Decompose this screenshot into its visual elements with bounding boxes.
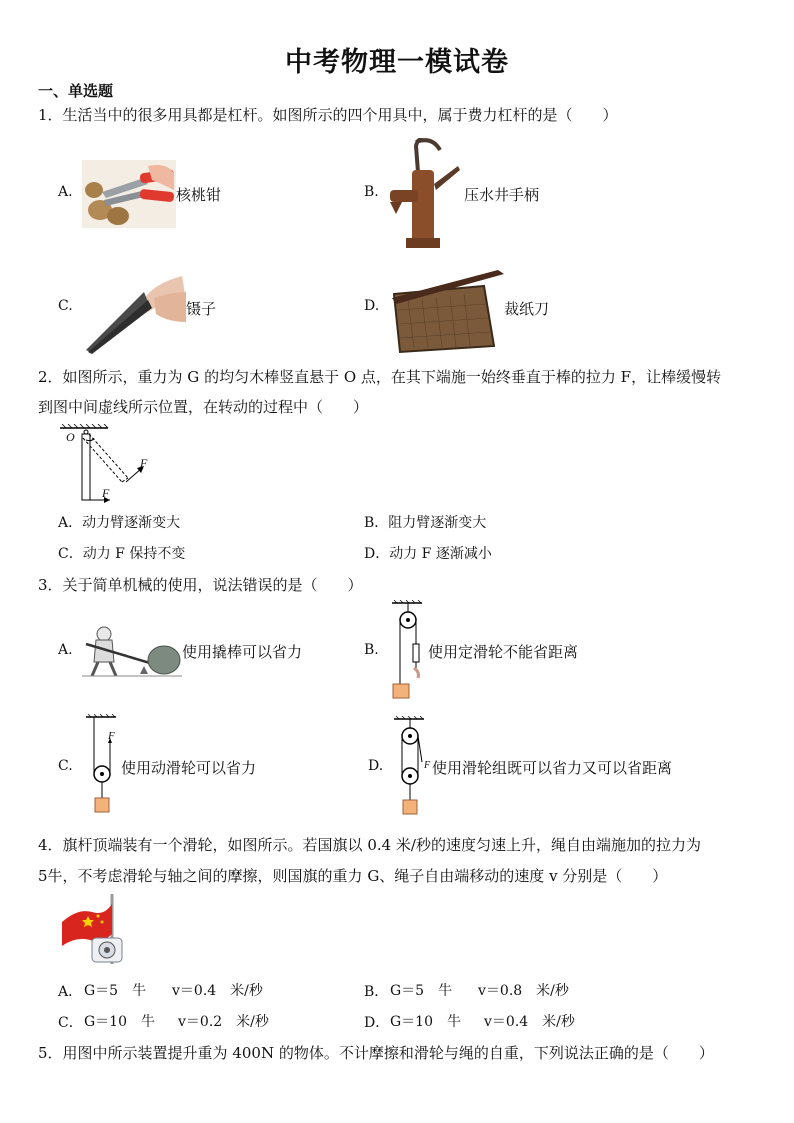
section-heading: 一、单选题 [38, 82, 114, 100]
tweezers-image [82, 262, 186, 354]
q2-option-a[interactable]: A．动力臂逐渐变大 [58, 515, 181, 531]
q2-fig-label-o: O [66, 430, 75, 444]
question-3-stem: 3．关于简单机械的使用，说法错误的是（ ） [38, 576, 363, 594]
page-title: 中考物理一模试卷 [285, 47, 509, 78]
q4-option-c-speed: v＝0.2 米/秒 [178, 1014, 269, 1030]
q1-option-c-letter[interactable]: C. [58, 298, 73, 314]
q4-option-d-weight: G＝10 牛 [390, 1014, 461, 1030]
q4-option-d-letter[interactable]: D． [364, 1015, 390, 1031]
q3-option-c-letter[interactable]: C. [58, 758, 73, 774]
q1-option-b-letter[interactable]: B. [364, 184, 379, 200]
q2-fig-label-f-slanted: F [140, 456, 148, 470]
q3-option-b-text: 使用定滑轮不能省距离 [428, 643, 579, 661]
question-2-stem-line2: 到图中间虚线所示位置，在转动的过程中（ ） [38, 398, 369, 416]
question-4-stem-line1: 4．旗杆顶端装有一个滑轮，如图所示。若国旗以 0.4 米/秒的速度匀速上升，绳自由端施加的拉力为 [38, 836, 701, 854]
q4-option-d-speed: v＝0.4 米/秒 [484, 1014, 575, 1030]
q4-option-b-letter[interactable]: B． [364, 984, 389, 1000]
q1-option-d-text: 裁纸刀 [504, 300, 550, 318]
paper-cutter-image [388, 264, 506, 354]
question-5-stem: 5．用图中所示装置提升重为 400N 的物体。不计摩擦和滑轮与绳的自重，下列说法正确的是（ ） [38, 1044, 714, 1062]
q4-option-c-weight: G＝10 牛 [84, 1014, 155, 1030]
q2-option-d[interactable]: D．动力 F 逐渐减小 [364, 546, 492, 562]
q1-option-a-text: 核桃钳 [176, 186, 222, 204]
water-pump-image [388, 138, 462, 250]
q3-option-d-letter[interactable]: D. [368, 758, 384, 774]
walnut-cracker-image [82, 160, 176, 228]
q3-option-b-letter[interactable]: B. [364, 642, 379, 658]
flagpole-pulley-image [58, 894, 126, 964]
q1-option-d-letter[interactable]: D. [364, 298, 380, 314]
q1-option-b-text: 压水井手柄 [464, 186, 540, 204]
q4-option-a-speed: v＝0.4 米/秒 [172, 983, 263, 999]
fixed-pulley-diagram [390, 600, 426, 704]
q4-option-a-weight: G＝5 牛 [84, 983, 147, 999]
q3-option-c-text: 使用动滑轮可以省力 [121, 759, 257, 777]
q1-option-a-letter[interactable]: A. [58, 184, 73, 200]
q4-option-c-letter[interactable]: C． [58, 1015, 83, 1031]
q2-option-c[interactable]: C．动力 F 保持不变 [58, 546, 186, 562]
q3-fig-d-label-f: F [424, 760, 431, 771]
q3-option-a-letter[interactable]: A. [58, 642, 73, 658]
q4-option-b-weight: G＝5 牛 [390, 983, 453, 999]
q2-fig-label-f-horizontal: F [102, 486, 110, 500]
q1-option-c-text: 镊子 [186, 300, 217, 318]
question-1-stem: 1．生活当中的很多用具都是杠杆。如图所示的四个用具中，属于费力杠杆的是（ ） [38, 106, 618, 124]
q3-option-d-text: 使用滑轮组既可以省力又可以省距离 [432, 759, 673, 777]
q3-fig-c-label-f: F [108, 730, 115, 742]
q4-option-b-speed: v＝0.8 米/秒 [478, 983, 569, 999]
q4-option-a-letter[interactable]: A． [58, 984, 83, 1000]
question-2-stem-line1: 2．如图所示，重力为 G 的均匀木棒竖直悬于 O 点，在其下端施一始终垂直于棒的拉力 F，让棒缓慢转 [38, 368, 722, 386]
crowbar-worker-image [82, 622, 182, 678]
q2-option-b[interactable]: B．阻力臂逐渐变大 [364, 515, 487, 531]
pulley-block-diagram [392, 716, 431, 824]
q3-option-a-text: 使用撬棒可以省力 [182, 643, 303, 661]
question-4-stem-line2: 5牛，不考虑滑轮与轴之间的摩擦，则国旗的重力 G、绳子自由端移动的速度 v 分别是（ ） [38, 867, 668, 885]
